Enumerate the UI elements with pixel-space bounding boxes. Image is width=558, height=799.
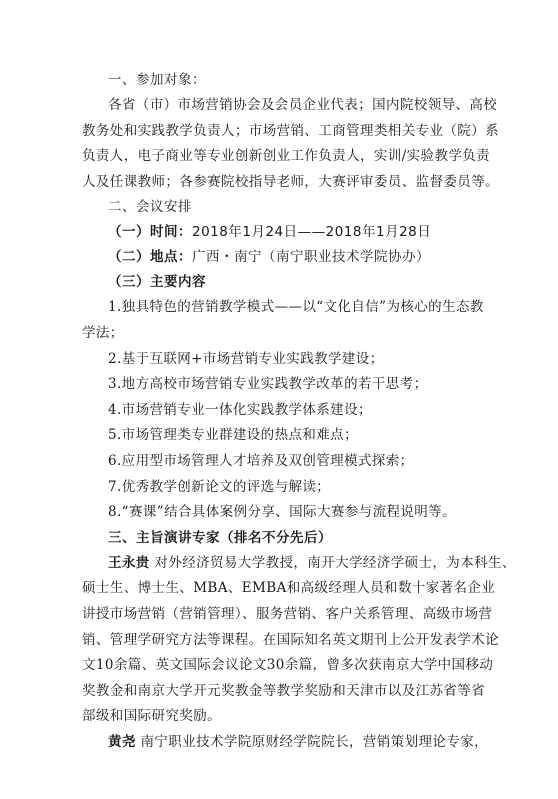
content-item-line: 8.“赛课”结合具体案例分享、国际大赛参与流程说明等。 <box>108 504 456 521</box>
participants-line: 教务处和实践教学负责人；市场营销、工商管理类相关专业（院）系 <box>82 122 499 139</box>
content-item-line: 4.市场营销专业一体化实践教学体系建设； <box>108 401 372 418</box>
time-value: 2018年1月24日——2018年1月28日 <box>192 224 432 241</box>
expert-name: 王永贵 <box>108 554 150 571</box>
place-value: 广西・南宁（南宁职业技术学院协办） <box>192 249 430 266</box>
expert-bio-line: 部级和国际研究奖励。 <box>82 708 221 725</box>
place-label: （二）地点： <box>108 249 192 266</box>
participants-line: 负责人，电子商业等专业创新创业工作负责人，实训/实验教学负责 <box>82 148 491 165</box>
content-item <box>82 372 476 398</box>
content-item <box>82 398 476 424</box>
content-item <box>82 295 484 346</box>
expert-name: 黄尧 <box>108 733 136 750</box>
experts-heading: 三、主旨演讲专家（排名不分先后） <box>108 529 332 546</box>
content-item-line: 3.地方高校市场营销专业实践教学改革的若干思考； <box>108 376 428 393</box>
content-item-line: 5.市场管理类专业群建设的热点和难点； <box>108 427 358 444</box>
content-item <box>82 449 476 475</box>
content-item-line: 6.应用型市场管理人才培养及双创管理模式探索； <box>108 452 414 469</box>
participants-line: 人及任课教师；各参赛院校指导老师，大赛评审委员、监督委员等。 <box>82 173 499 190</box>
content-item <box>82 347 476 373</box>
schedule-heading: 二、会议安排 <box>108 199 192 216</box>
time-row <box>108 220 476 245</box>
content-item-line: 7.优秀教学创新论文的评选与解读； <box>108 478 331 495</box>
expert-bio-line: 王永贵 对外经济贸易大学教授，南开大学经济学硕士，为本科生、 <box>108 554 516 571</box>
content-heading: （三）主要内容 <box>108 274 206 291</box>
content-item <box>82 423 476 449</box>
expert-bio <box>82 551 516 730</box>
expert-bio-line: 讲授市场营销（营销管理）、服务营销、客户关系管理、高级市场营 <box>82 605 493 622</box>
expert-bio-line: 销、管理学研究方法等课程。在国际知名英文期刊上公开发表学术论 <box>82 631 499 648</box>
expert-bio-line: 奖教金和南京大学开元奖教金等教学奖励和天津市以及江苏省等省 <box>82 682 486 699</box>
expert-bio-line: 硕士生、博士生、MBA、EMBA和高级经理人员和数十家著名企业 <box>82 580 496 597</box>
expert-bio <box>82 730 489 756</box>
expert-bio-line: 黄尧 南宁职业技术学院原财经学院院长，营销策划理论专家， <box>108 733 489 750</box>
content-item-line: 学法； <box>82 324 124 341</box>
content-item-line: 1.独具特色的营销教学模式——以“文化自信”为核心的生态教 <box>108 299 484 316</box>
participants-heading: 一、参加对象： <box>108 72 206 88</box>
content-item <box>82 475 476 501</box>
participants-paragraph <box>82 93 499 195</box>
participants-line: 各省（市）市场营销协会及会员企业代表；国内院校领导、高校 <box>108 97 498 113</box>
place-row <box>108 245 476 270</box>
expert-bio-line: 文10余篇、英文国际会议论文30余篇，曾多次获南京大学中国移动 <box>82 657 494 674</box>
content-item <box>82 500 476 526</box>
content-item-line: 2.基于互联网+市场营销专业实践教学建设； <box>108 350 384 367</box>
time-label: （一）时间： <box>108 224 192 241</box>
